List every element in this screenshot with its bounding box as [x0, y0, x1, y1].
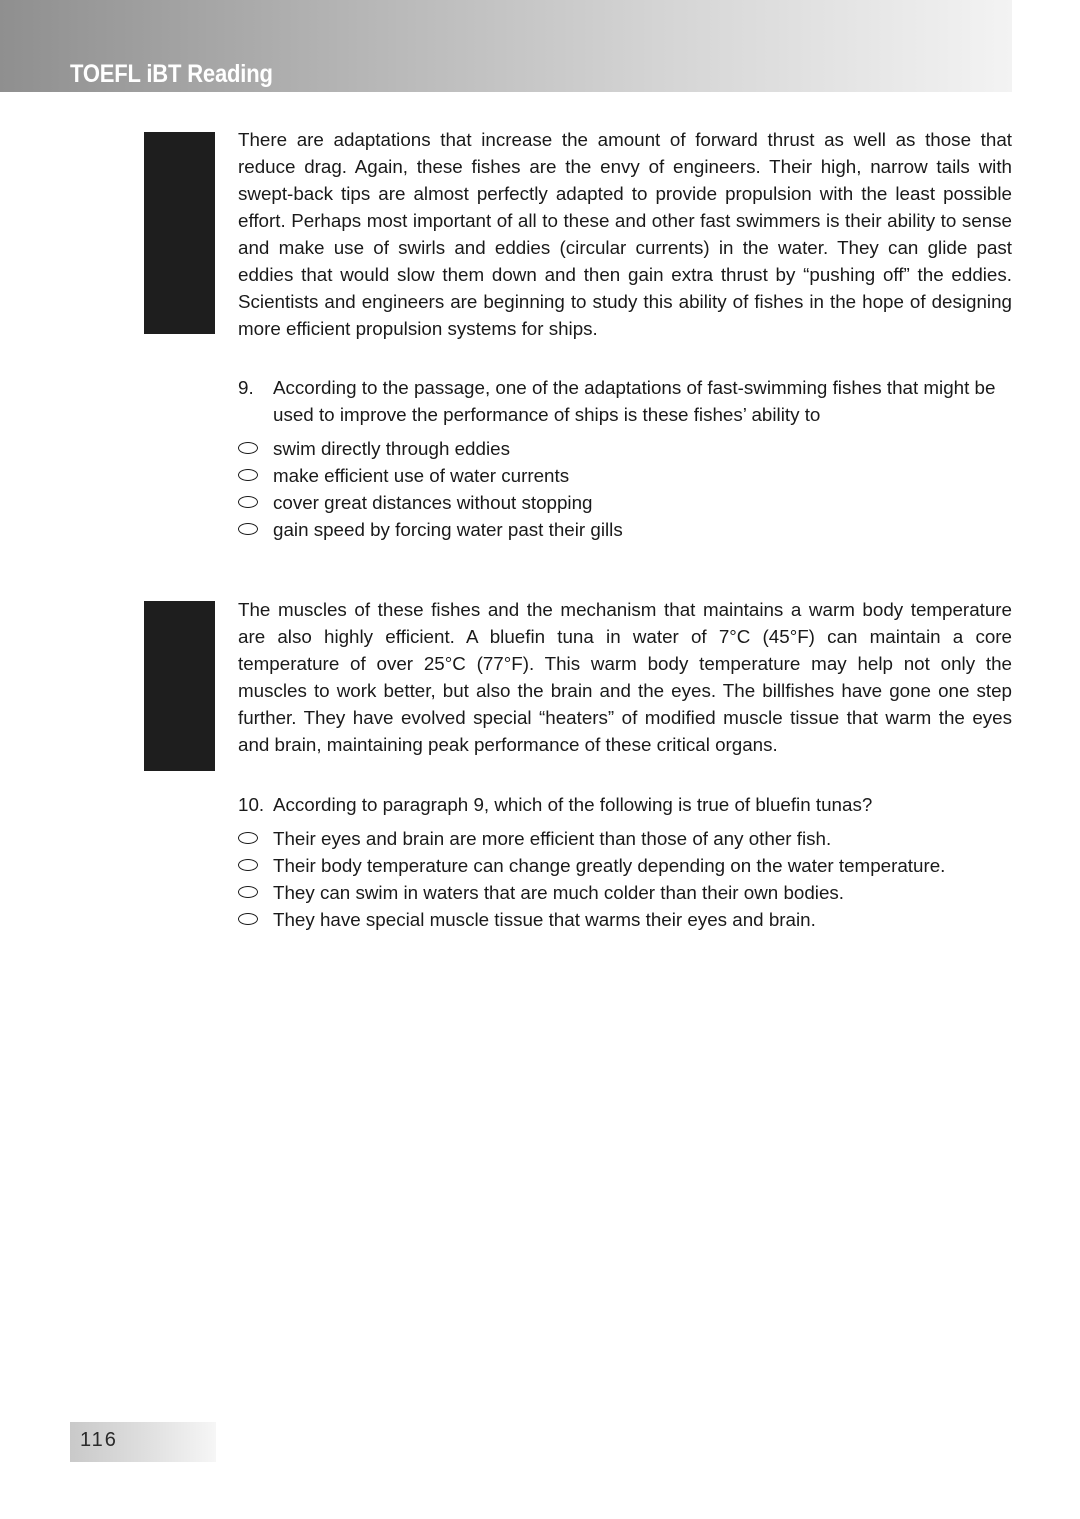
- radio-oval-icon[interactable]: [238, 913, 258, 925]
- header-title: TOEFL iBT Reading: [70, 60, 273, 88]
- paragraph-marker: [144, 132, 215, 334]
- radio-oval-icon[interactable]: [238, 469, 258, 481]
- answer-option[interactable]: [238, 879, 1012, 906]
- option-text: Their eyes and brain are more efficient than those of any other fish.: [273, 828, 832, 849]
- passage-paragraph: There are adaptations that increase the amount of forward thrust as well as those that reduce drag. Again, these fishes are the envy of engineers. Their high, narrow tails with swept-back tips are almost perfectly adapted to provide propulsion with the least possible effort. Perhaps most important of all to these and other fast swimmers is their ability to sense and make use of swirls and eddies (circular currents) in the water. They can glide past eddies that would slow them down and then gain extra thrust by “pushing off” the eddies. Scientists and engineers are beginning to study this ability of fishes in the hope of designing more efficient propulsion systems for ships.: [238, 129, 1012, 339]
- question-stem: [238, 791, 1012, 818]
- radio-oval-icon[interactable]: [238, 496, 258, 508]
- question-text: According to the passage, one of the adaptations of fast-swimming fishes that might be used to improve the performance of ships is these fishes’ ability to: [273, 377, 996, 425]
- radio-oval-icon[interactable]: [238, 832, 258, 844]
- question-stem: [238, 374, 1012, 428]
- answer-option[interactable]: [238, 825, 1012, 852]
- radio-oval-icon[interactable]: [238, 886, 258, 898]
- question-text: According to paragraph 9, which of the following is true of bluefin tunas?: [273, 794, 873, 815]
- option-text: gain speed by forcing water past their gills: [273, 519, 623, 540]
- radio-oval-icon[interactable]: [238, 523, 258, 535]
- question-number: 10.: [238, 794, 265, 815]
- option-text: make efficient use of water currents: [273, 465, 570, 486]
- radio-oval-icon[interactable]: [238, 859, 258, 871]
- answer-options: [238, 825, 1012, 933]
- answer-options: [238, 435, 1012, 543]
- paragraph-marker: [144, 601, 215, 771]
- answer-option[interactable]: [238, 489, 1012, 516]
- option-text: They can swim in waters that are much colder than their own bodies.: [273, 882, 845, 903]
- question-number: 9.: [238, 377, 254, 398]
- answer-option[interactable]: [238, 462, 1012, 489]
- question-9: [238, 374, 1012, 543]
- option-text: Their body temperature can change greatly depending on the water temperature.: [273, 855, 946, 876]
- option-text: They have special muscle tissue that warms their eyes and brain.: [273, 909, 816, 930]
- option-text: swim directly through eddies: [273, 438, 510, 459]
- radio-oval-icon[interactable]: [238, 442, 258, 454]
- answer-option[interactable]: [238, 852, 1012, 879]
- question-10: [238, 791, 1012, 933]
- answer-option[interactable]: [238, 435, 1012, 462]
- page-number: 116: [80, 1429, 118, 1451]
- option-text: cover great distances without stopping: [273, 492, 593, 513]
- header-band: [0, 0, 1012, 92]
- answer-option[interactable]: [238, 516, 1012, 543]
- page-number-band: [70, 1422, 216, 1462]
- passage-paragraph: The muscles of these fishes and the mechanism that maintains a warm body temperature are also highly efficient. A bluefin tuna in water of 7°C (45°F) can maintain a core temperature of over 25°C (77°F). This warm body temperature may help not only the muscles to work better, but also the brain and the eyes. The billfishes have gone one step further. They have evolved special “heaters” of modified muscle tissue that warm the eyes and brain, maintaining peak performance of these critical organs.: [238, 599, 1012, 755]
- answer-option[interactable]: [238, 906, 1012, 933]
